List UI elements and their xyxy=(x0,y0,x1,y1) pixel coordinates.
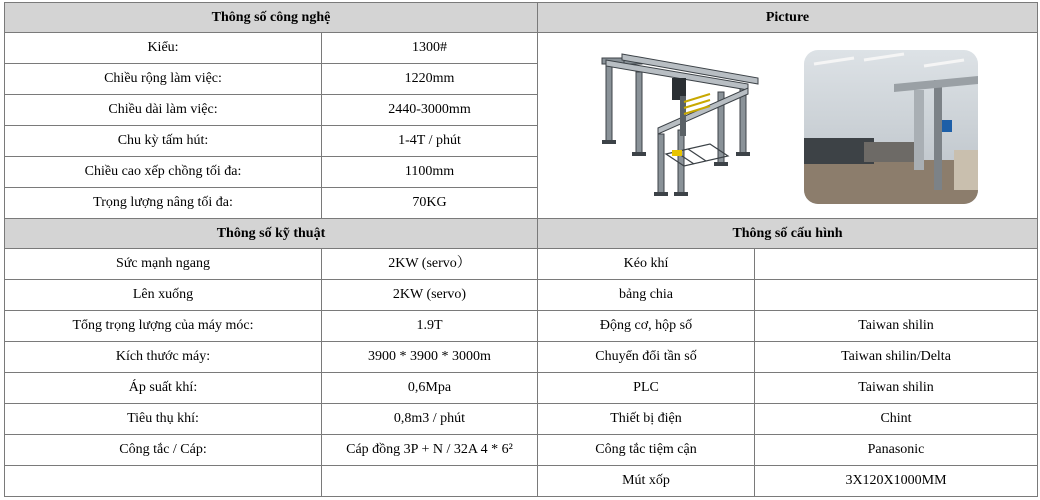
row-label: Công tắc / Cáp: xyxy=(5,435,322,466)
config-label: Mút xốp xyxy=(538,466,755,497)
row-label: Tổng trọng lượng của máy móc: xyxy=(5,311,322,342)
config-value: Taiwan shilin xyxy=(755,311,1038,342)
config-value: Panasonic xyxy=(755,435,1038,466)
row-value xyxy=(322,466,538,497)
table-row xyxy=(5,33,1038,64)
row-value: 2440-3000mm xyxy=(322,95,538,126)
row-value: 0,8m3 / phút xyxy=(322,404,538,435)
config-value: Taiwan shilin xyxy=(755,373,1038,404)
config-value xyxy=(755,280,1038,311)
spec-table xyxy=(4,2,1038,497)
row-label: Lên xuống xyxy=(5,280,322,311)
config-value: 3X120X1000MM xyxy=(755,466,1038,497)
table-row xyxy=(5,373,1038,404)
table-row xyxy=(5,435,1038,466)
config-value: Taiwan shilin/Delta xyxy=(755,342,1038,373)
gantry-machine-image xyxy=(598,44,768,209)
row-value: 1.9T xyxy=(322,311,538,342)
row-label: Chu kỳ tấm hút: xyxy=(5,126,322,157)
config-label: Động cơ, hộp số xyxy=(538,311,755,342)
config-header: Thông số cấu hình xyxy=(538,219,1038,249)
tech-params-header: Thông số công nghệ xyxy=(5,3,538,33)
table-row xyxy=(5,342,1038,373)
config-label: PLC xyxy=(538,373,755,404)
table-row xyxy=(5,466,1038,497)
table-row xyxy=(5,280,1038,311)
table-row xyxy=(5,404,1038,435)
factory-photo-image xyxy=(804,50,978,204)
row-value: 0,6Mpa xyxy=(322,373,538,404)
row-value: Cáp đồng 3P + N / 32A 4 * 6² xyxy=(322,435,538,466)
spec-header: Thông số kỹ thuật xyxy=(5,219,538,249)
row-label: Chiều rộng làm việc: xyxy=(5,64,322,95)
row-value: 1220mm xyxy=(322,64,538,95)
table-row xyxy=(5,249,1038,280)
header-row xyxy=(5,3,1038,33)
row-label: Sức mạnh ngang xyxy=(5,249,322,280)
row-value: 2KW (servo) xyxy=(322,280,538,311)
row-label: Kích thước máy: xyxy=(5,342,322,373)
header-row xyxy=(5,219,1038,249)
row-label: Chiều dài làm việc: xyxy=(5,95,322,126)
config-value xyxy=(755,249,1038,280)
row-label: Chiều cao xếp chồng tối đa: xyxy=(5,157,322,188)
row-value: 1300# xyxy=(322,33,538,64)
config-label: Chuyển đổi tần số xyxy=(538,342,755,373)
config-label: Kéo khí xyxy=(538,249,755,280)
row-label: Áp suất khí: xyxy=(5,373,322,404)
row-value: 2KW (servo） xyxy=(322,249,538,280)
row-value: 1100mm xyxy=(322,157,538,188)
config-label: Công tắc tiệm cận xyxy=(538,435,755,466)
row-value: 3900 * 3900 * 3000m xyxy=(322,342,538,373)
row-label xyxy=(5,466,322,497)
row-value: 70KG xyxy=(322,188,538,219)
picture-cell xyxy=(538,33,1038,219)
row-label: Kiểu: xyxy=(5,33,322,64)
row-label: Trọng lượng nâng tối đa: xyxy=(5,188,322,219)
picture-header: Picture xyxy=(538,3,1038,33)
row-value: 1-4T / phút xyxy=(322,126,538,157)
table-row xyxy=(5,311,1038,342)
config-label: Thiết bị điện xyxy=(538,404,755,435)
config-value: Chint xyxy=(755,404,1038,435)
row-label: Tiêu thụ khí: xyxy=(5,404,322,435)
config-label: bảng chia xyxy=(538,280,755,311)
